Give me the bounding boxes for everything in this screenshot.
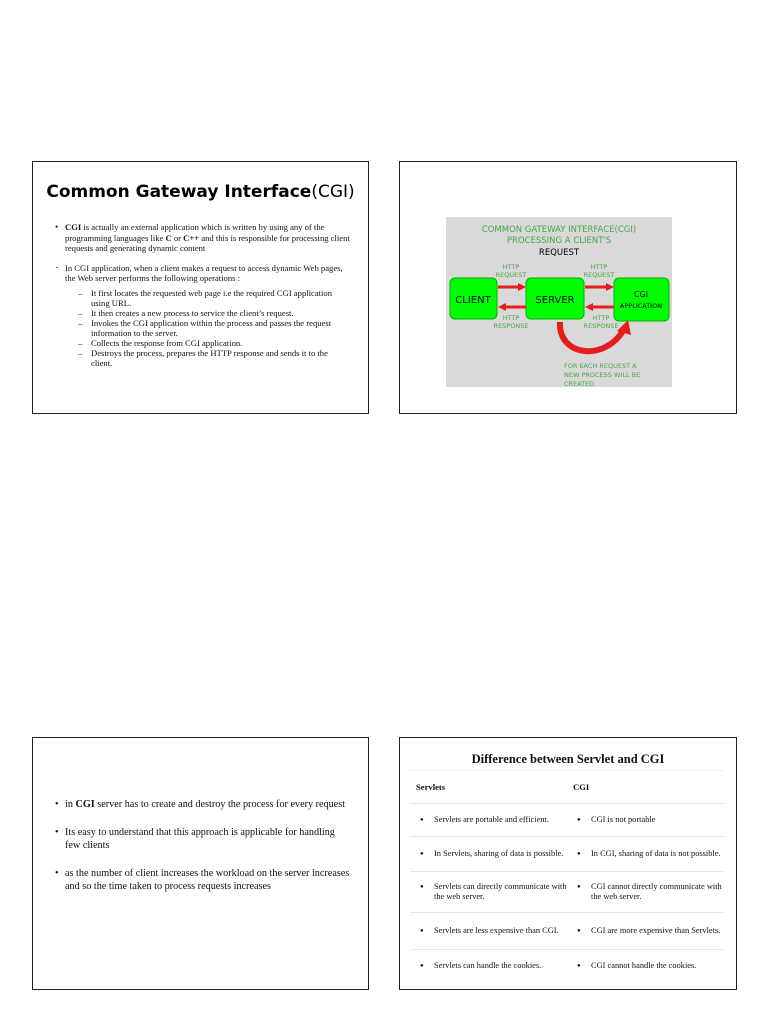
cgi-app-box bbox=[614, 278, 669, 321]
diagram-note: NEW PROCESS WILL BE bbox=[564, 371, 641, 379]
http-response-label: HTTP bbox=[592, 314, 610, 322]
sub-item: – Destroys the process, prepares the HTTP response and sends it to the client. bbox=[65, 348, 350, 368]
sub-item: – Invokes the CGI application within the process and passes the request information to the server. bbox=[65, 318, 350, 338]
table-cell bbox=[410, 815, 567, 826]
table-cell bbox=[567, 882, 724, 903]
client-label: CLIENT bbox=[455, 295, 491, 306]
diagram-heading: COMMON GATEWAY INTERFACE(CGI) bbox=[481, 225, 637, 235]
cell-text: ● Servlets can directly communicate with the web server. bbox=[416, 882, 567, 903]
diagram-note: FOR EACH REQUEST A bbox=[564, 362, 637, 370]
header-cgi: CGI bbox=[573, 781, 590, 792]
sub-list bbox=[65, 288, 350, 368]
cell-text: ● CGI is not portable bbox=[573, 815, 724, 826]
bold-cgi: CGI bbox=[65, 222, 82, 232]
table-cell bbox=[567, 815, 724, 826]
bullet-item: • Its easy to understand that this approach is applicable for handling few clients bbox=[55, 826, 350, 852]
title-bold: Common Gateway Interface bbox=[46, 182, 312, 202]
table-row bbox=[410, 871, 724, 912]
table-row bbox=[410, 803, 724, 836]
bullet-item bbox=[55, 798, 350, 811]
table-cell bbox=[410, 849, 567, 860]
cell-text: ● In CGI, sharing of data is not possible. bbox=[573, 849, 724, 860]
text: or bbox=[171, 232, 184, 243]
http-request-label: REQUEST bbox=[583, 271, 615, 279]
http-request-label: REQUEST bbox=[495, 271, 527, 279]
table-cell bbox=[410, 961, 567, 972]
cell-text: ● CGI are more expensive than Servlets. bbox=[573, 926, 724, 937]
table-row bbox=[410, 912, 724, 949]
cell-text: ● CGI cannot directly communicate with the web server. bbox=[573, 882, 724, 903]
sub-item: – Collects the response from CGI application. bbox=[65, 338, 350, 348]
text: server has to create and destroy the process for every request bbox=[94, 799, 346, 810]
slide-cgi-drawbacks bbox=[32, 737, 369, 990]
cell-text: ● In Servlets, sharing of data is possible. bbox=[416, 849, 567, 860]
cell-text: ● Servlets can handle the cookies. bbox=[416, 961, 567, 972]
http-response-label: RESPONSE bbox=[583, 322, 619, 330]
table-row bbox=[410, 836, 724, 871]
bold-cgi: CGI bbox=[75, 799, 95, 810]
cgi-app-label: APPLICATION bbox=[619, 302, 663, 310]
cell-text: ● Servlets are portable and efficient. bbox=[416, 815, 567, 826]
bold-c: C bbox=[165, 232, 172, 243]
http-response-label: HTTP bbox=[502, 314, 520, 322]
server-label: SERVER bbox=[535, 295, 575, 306]
table-cell bbox=[567, 961, 724, 972]
slide-cgi-intro bbox=[32, 161, 369, 414]
bullet-list bbox=[55, 798, 350, 908]
comparison-table bbox=[410, 770, 724, 982]
http-request-label: HTTP bbox=[502, 263, 520, 271]
slide-servlet-vs-cgi bbox=[399, 737, 737, 990]
table-cell bbox=[567, 926, 724, 937]
slide-title bbox=[33, 182, 368, 202]
cell-text: ● CGI cannot handle the cookies. bbox=[573, 961, 724, 972]
text: and this is responsible for processing client requests and generating dynamic content bbox=[65, 232, 350, 254]
diagram-svg bbox=[446, 217, 672, 387]
table-cell bbox=[410, 926, 567, 937]
diagram-note: CREATED bbox=[564, 380, 595, 387]
slide-title: Difference between Servlet and CGI bbox=[471, 752, 665, 766]
arrow-head bbox=[585, 303, 593, 311]
slide-cgi-diagram bbox=[399, 161, 737, 414]
diagram-heading: PROCESSING A CLIENT'S bbox=[506, 236, 612, 246]
bullet-cgi-operations bbox=[53, 263, 350, 368]
sub-item: – It first locates the requested web page i.e the required CGI application using URL. bbox=[65, 288, 350, 308]
text: In CGI application, when a client makes a request to access dynamic Web pages, the Web server performs the following operations : bbox=[65, 262, 343, 284]
arrow-head bbox=[518, 283, 526, 291]
bold-cpp: C++ bbox=[183, 232, 200, 243]
bullet-item: • as the number of client increases the workload on the server increases and so the time taken to process requests increases bbox=[55, 867, 350, 893]
http-response-label: RESPONSE bbox=[493, 322, 529, 330]
table-row bbox=[410, 949, 724, 982]
arrow-head bbox=[606, 283, 614, 291]
cgi-app-label: CGI bbox=[633, 290, 649, 299]
diagram-heading: REQUEST bbox=[538, 248, 580, 258]
cgi-diagram bbox=[446, 217, 672, 387]
http-request-label: HTTP bbox=[590, 263, 608, 271]
header-servlets: Servlets bbox=[416, 781, 446, 792]
table-cell bbox=[567, 849, 724, 860]
sub-item: – It then creates a new process to service the client’s request. bbox=[65, 308, 350, 318]
arrow-head bbox=[498, 303, 506, 311]
text: in bbox=[65, 799, 76, 810]
bullet-cgi-definition bbox=[53, 222, 350, 254]
title-rest: (CGI) bbox=[311, 182, 355, 202]
bullet-list bbox=[53, 222, 350, 377]
cell-text: ● Servlets are less expensive than CGI. bbox=[416, 926, 567, 937]
text: is actually an external application which is written by using any of the programming languages like bbox=[65, 222, 325, 243]
table-header-row bbox=[410, 770, 724, 803]
table-cell bbox=[410, 882, 567, 903]
